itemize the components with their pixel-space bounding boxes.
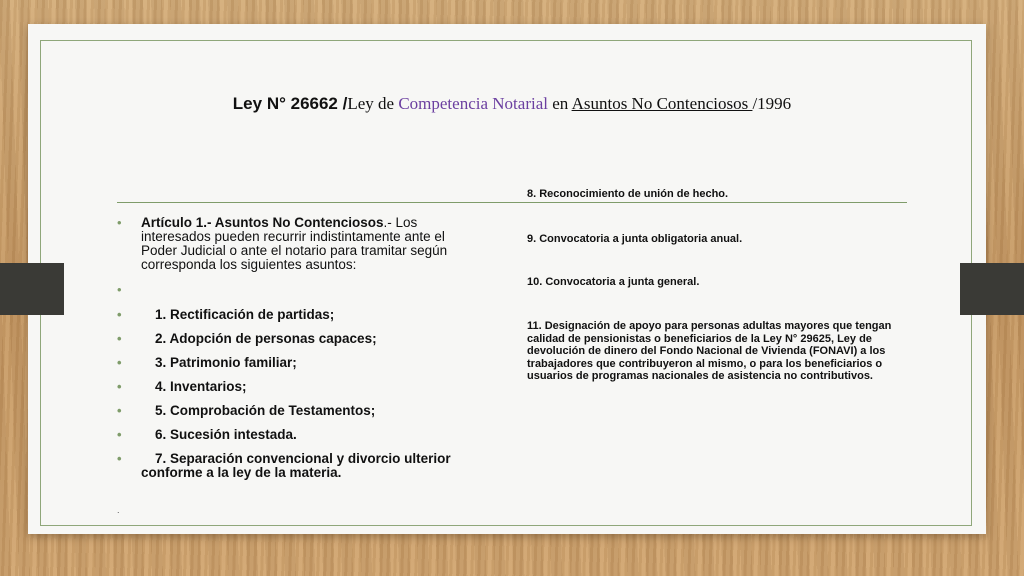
list-item: • 4. Inventarios; <box>117 379 247 394</box>
bullet-icon: • <box>117 307 122 322</box>
empty-bullet <box>117 282 477 296</box>
title-year: /1996 <box>752 94 792 113</box>
bullet-icon: • <box>117 403 122 418</box>
list-item: • 1. Rectificación de partidas; <box>117 307 335 322</box>
end-mark: . <box>117 505 120 515</box>
list-item: • 3. Patrimonio familiar; <box>117 355 297 370</box>
title-asuntos: Asuntos No Contenciosos <box>571 94 753 113</box>
right-item-10: 10. Convocatoria a junta general. <box>527 276 700 288</box>
title-law-number: Ley N° 26662 / <box>232 94 348 113</box>
list-item: • 7. Separación convencional y divorcio ulterior conforme a la ley de la materia. <box>117 451 451 480</box>
title-competencia: Competencia Notarial <box>398 94 548 113</box>
list-item: • 6. Sucesión intestada. <box>117 427 297 442</box>
bullet-icon: • <box>117 355 122 370</box>
left-decor-tab <box>0 263 64 315</box>
right-decor-tab <box>960 263 1024 315</box>
list-item: • 2. Adopción de personas capaces; <box>117 331 377 346</box>
right-item-9: 9. Convocatoria a junta obligatoria anual. <box>527 233 743 245</box>
list-item: • 5. Comprobación de Testamentos; <box>117 403 376 418</box>
intro-text: .- Los interesados pueden recurrir indistintamente ante el Poder Judicial o ante el notario para tramitar según corresponda los siguientes asuntos: <box>141 215 448 272</box>
title-en: en <box>547 94 572 113</box>
bullet-icon: • <box>117 215 122 230</box>
title-law-prefix: Ley de <box>347 94 399 113</box>
intro-paragraph <box>117 216 477 272</box>
bullet-icon: • <box>117 379 122 394</box>
right-item-8: 8. Reconocimiento de unión de hecho. <box>527 188 729 200</box>
bullet-icon: • <box>117 427 122 442</box>
slide-title <box>0 94 1024 114</box>
bullet-icon: • <box>117 331 122 346</box>
title-divider <box>117 202 907 203</box>
right-item-11: 11. Designación de apoyo para personas adultas mayores que tengan calidad de pensionistas o beneficiarios de la Ley N° 29625, Ley de devolución de dinero del Fondo Nacional de Vivienda (FONAVI) a los trabajadores que contribuyeron al mismo, o para los beneficiarios o usuarios de programas nacionales de asistencia no contributivos. <box>527 320 892 382</box>
left-column <box>117 216 477 480</box>
bullet-icon: • <box>117 282 122 297</box>
bullet-icon: • <box>117 451 122 466</box>
intro-heading: Artículo 1.- Asuntos No Contenciosos <box>141 215 384 230</box>
